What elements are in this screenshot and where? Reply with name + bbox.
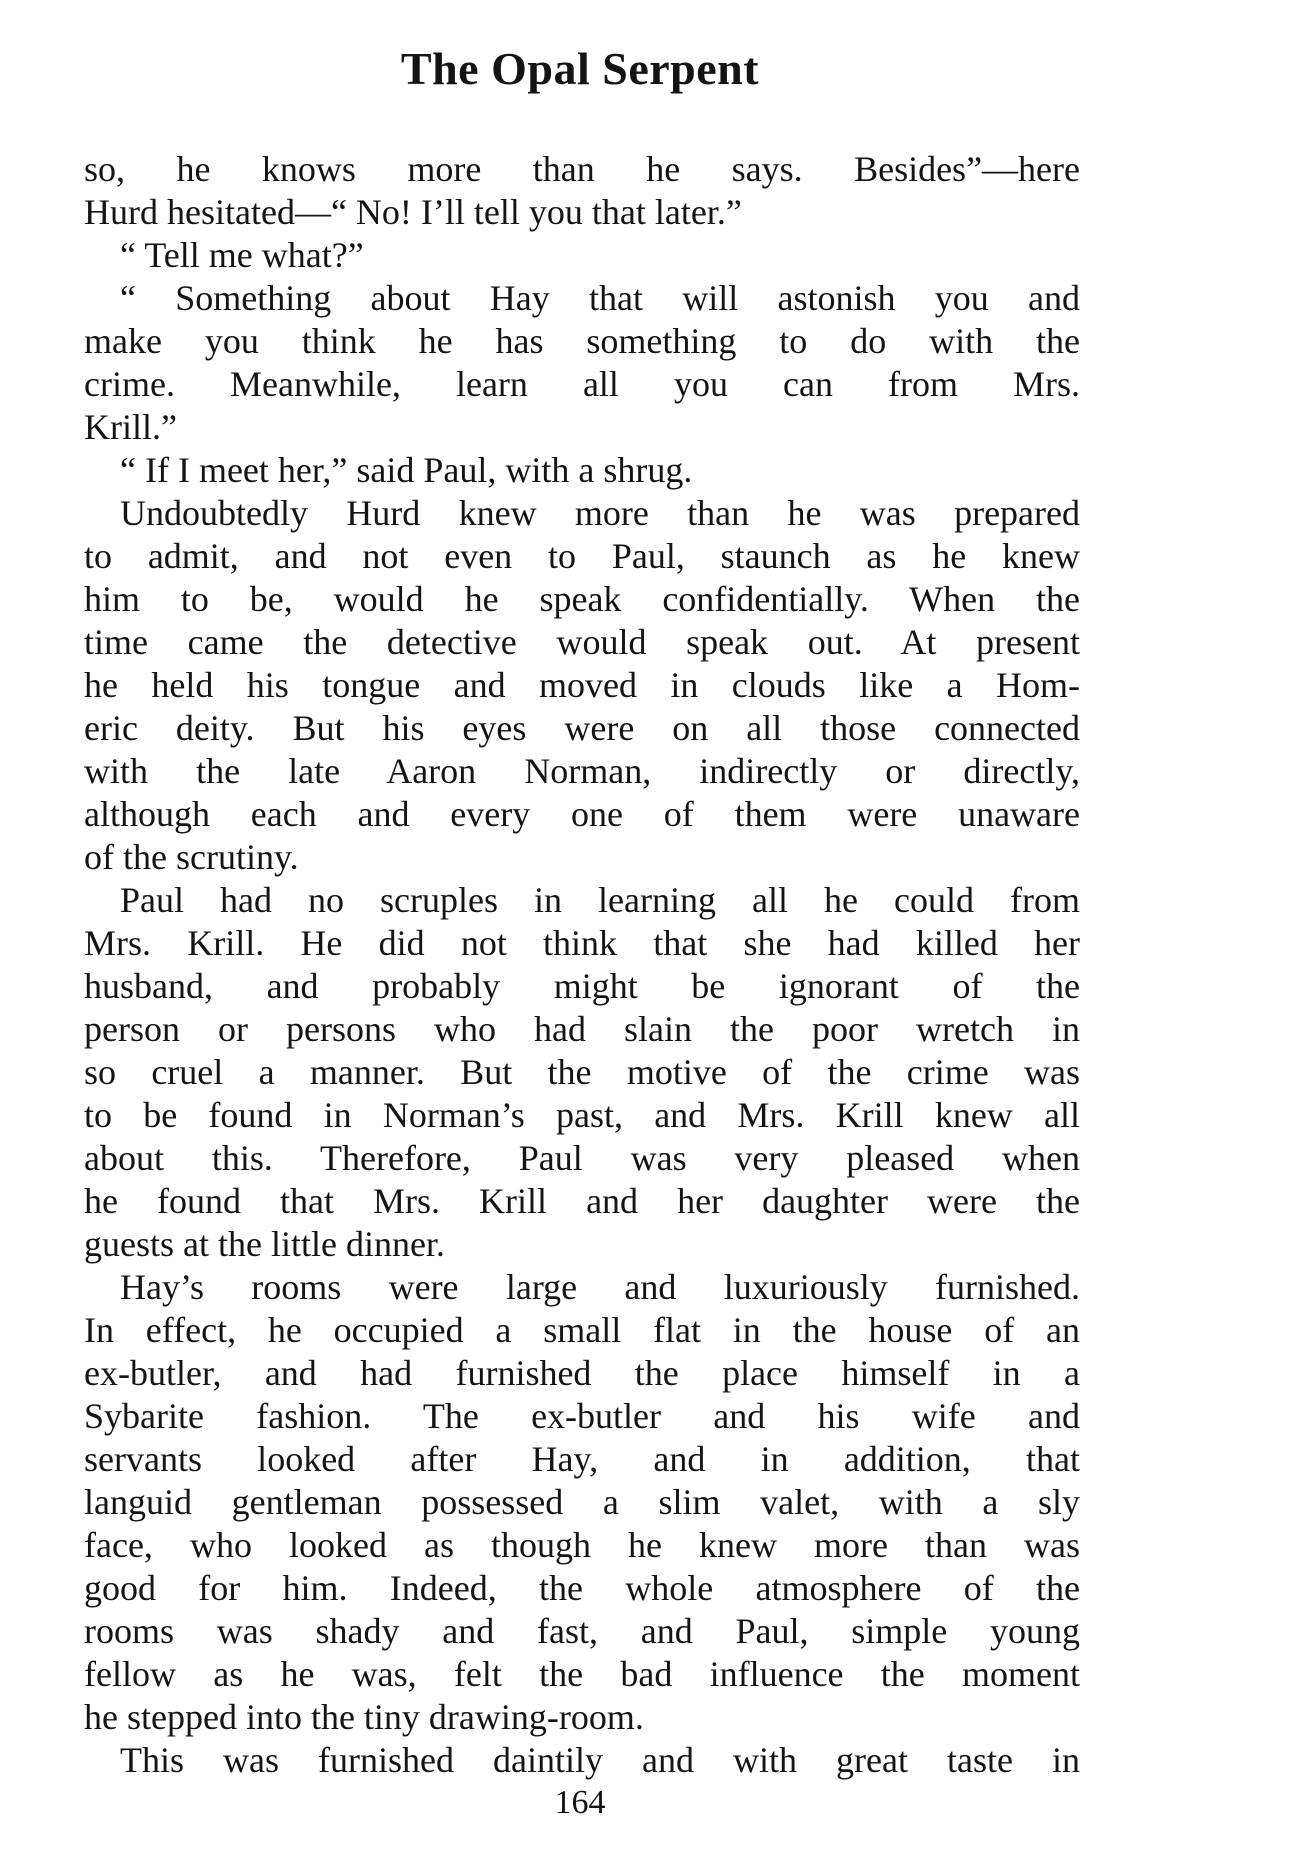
text-line: servants looked after Hay, and in addition, that xyxy=(84,1439,1080,1479)
page-number: 164 xyxy=(554,1784,606,1821)
text-line: with the late Aaron Norman, indirectly or directly, xyxy=(84,751,1080,791)
text-line: although each and every one of them were unaware xyxy=(84,794,1080,834)
text-line: time came the detective would speak out. At present xyxy=(84,622,1080,662)
text-line: face, who looked as though he knew more than was xyxy=(84,1525,1080,1565)
text-line: Hay’s rooms were large and luxuriously furnished. xyxy=(120,1267,1080,1307)
text-line: he stepped into the tiny drawing-room. xyxy=(84,1697,644,1737)
text-line: to be found in Norman’s past, and Mrs. Krill knew all xyxy=(84,1095,1080,1135)
text-line: Mrs. Krill. He did not think that she had killed her xyxy=(84,923,1080,963)
running-title: The Opal Serpent xyxy=(400,43,760,94)
text-line: person or persons who had slain the poor wretch in xyxy=(84,1009,1080,1049)
text-line: about this. Therefore, Paul was very pleased when xyxy=(84,1138,1080,1178)
text-line: Sybarite fashion. The ex-butler and his wife and xyxy=(84,1396,1080,1436)
text-line: to admit, and not even to Paul, staunch as he knew xyxy=(84,536,1080,576)
text-line: ex-butler, and had furnished the place himself in a xyxy=(84,1353,1080,1393)
text-line: him to be, would he speak confidentially. When the xyxy=(84,579,1080,619)
text-line: “ Something about Hay that will astonish you and xyxy=(120,278,1080,318)
text-line: In effect, he occupied a small flat in the house of an xyxy=(84,1310,1080,1350)
text-line: “ Tell me what?” xyxy=(120,235,364,275)
body-text xyxy=(84,148,1080,1782)
text-line: Paul had no scruples in learning all he could from xyxy=(120,880,1080,920)
text-line: eric deity. But his eyes were on all those connected xyxy=(84,708,1080,748)
text-line: Krill.” xyxy=(84,407,177,447)
text-line: he held his tongue and moved in clouds like a Hom- xyxy=(84,665,1080,705)
text-line: Undoubtedly Hurd knew more than he was prepared xyxy=(120,493,1080,533)
text-line: good for him. Indeed, the whole atmosphere of the xyxy=(84,1568,1080,1608)
text-line: Hurd hesitated—“ No! I’ll tell you that later.” xyxy=(84,192,742,232)
text-line: guests at the little dinner. xyxy=(84,1224,445,1264)
text-line: languid gentleman possessed a slim valet, with a sly xyxy=(84,1482,1080,1522)
text-line: make you think he has something to do with the xyxy=(84,321,1080,361)
text-line: he found that Mrs. Krill and her daughter were the xyxy=(84,1181,1080,1221)
text-line: so cruel a manner. But the motive of the crime was xyxy=(84,1052,1080,1092)
text-line: husband, and probably might be ignorant of the xyxy=(84,966,1080,1006)
text-line: “ If I meet her,” said Paul, with a shrug. xyxy=(120,450,693,490)
text-line: so, he knows more than he says. Besides”—here xyxy=(84,149,1080,189)
text-line: fellow as he was, felt the bad influence the moment xyxy=(84,1654,1080,1694)
text-line: crime. Meanwhile, learn all you can from Mrs. xyxy=(84,364,1080,404)
text-line: rooms was shady and fast, and Paul, simple young xyxy=(84,1611,1080,1651)
text-line: of the scrutiny. xyxy=(84,837,299,877)
text-line: This was furnished daintily and with great taste in xyxy=(120,1740,1080,1780)
